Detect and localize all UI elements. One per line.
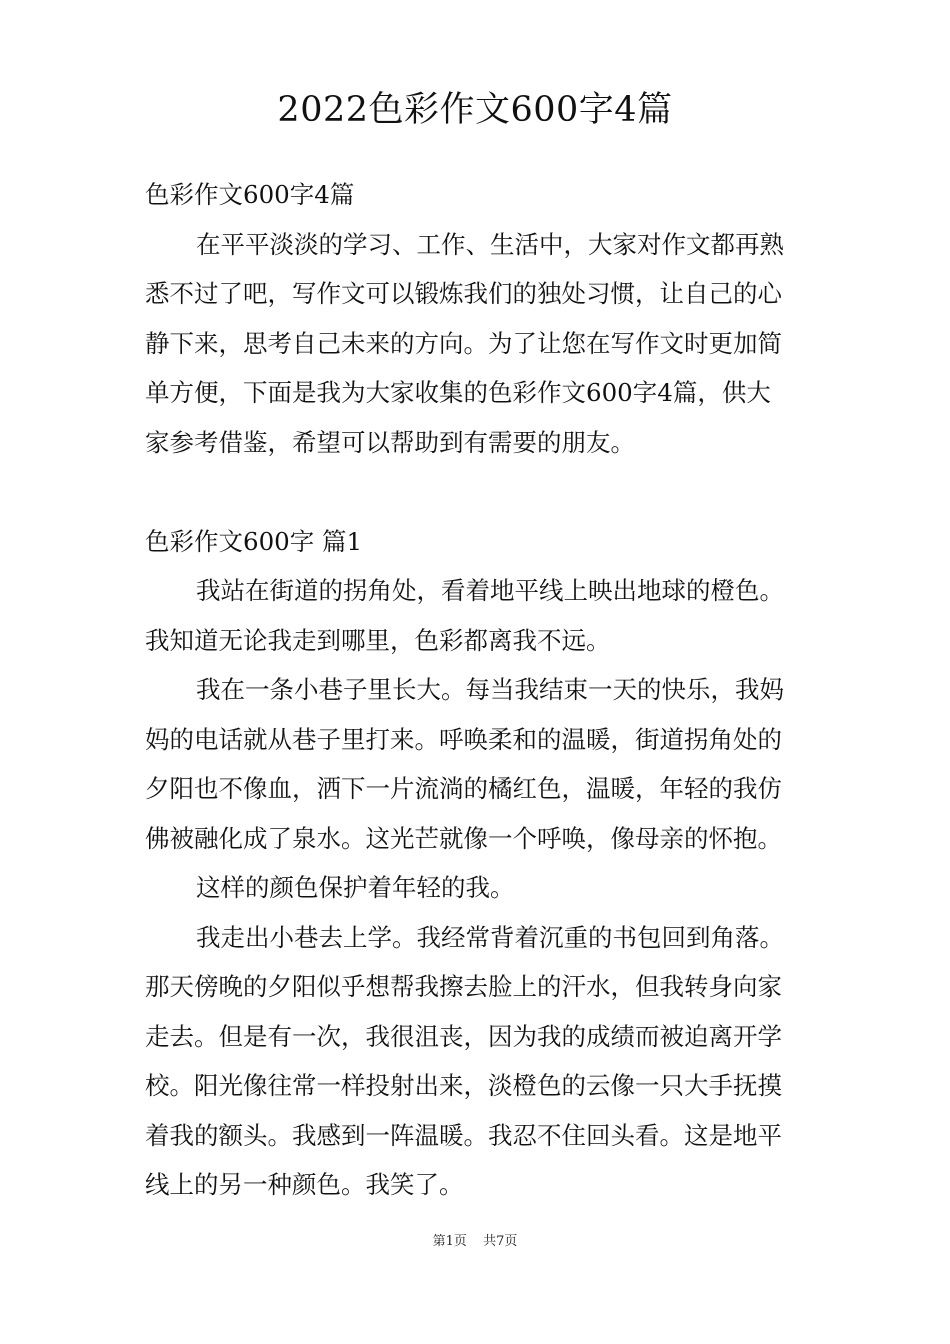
paragraph-1 xyxy=(145,566,811,665)
document-body xyxy=(145,170,811,1210)
page-number-total: 共7页 xyxy=(483,1234,518,1249)
paragraph-2 xyxy=(145,665,811,863)
text-line: 我在一条小巷子里长大。每当我结束一天的快乐，我妈 xyxy=(196,675,784,704)
text-line: 线上的另一种颜色。我笑了。 xyxy=(145,1170,464,1199)
text-line: 着我的额头。我感到一阵温暖。我忍不住回头看。这是地平 xyxy=(145,1120,782,1150)
paragraph-4 xyxy=(145,913,811,1210)
text-line: 夕阳也不像血，洒下一片流淌的橘红色，温暖，年轻的我仿 xyxy=(145,774,782,803)
text-line: 我走出小巷去上学。我经常背着沉重的书包回到角落。 xyxy=(196,922,784,952)
text-line: 校。阳光像往常一样投射出来，淡橙色的云像一只大手抚摸 xyxy=(145,1071,782,1100)
text-line: 在平平淡淡的学习、工作、生活中，大家对作文都再熟 xyxy=(196,229,784,259)
text-line: 家参考借鉴，希望可以帮助到有需要的朋友。 xyxy=(145,427,635,457)
text-line: 这样的颜色保护着年轻的我。 xyxy=(196,873,515,902)
text-line: 我站在街道的拐角处，看着地平线上映出地球的橙色。 xyxy=(196,576,784,605)
page-footer xyxy=(0,1232,950,1252)
paragraph-3 xyxy=(145,863,811,913)
text-line: 静下来，思考自己未来的方向。为了让您在写作文时更加简 xyxy=(145,328,782,358)
section-heading: 色彩作文600字 篇1 xyxy=(145,526,363,556)
blank-line xyxy=(145,467,811,517)
text-line: 走去。但是有一次，我很沮丧，因为我的成绩而被迫离开学 xyxy=(145,1021,782,1051)
text-line: 妈的电话就从巷子里打来。呼唤柔和的温暖，街道拐角处的 xyxy=(145,724,782,754)
text-line: 我知道无论我走到哪里，色彩都离我不远。 xyxy=(145,625,611,655)
text-line: 悉不过了吧，写作文可以锻炼我们的独处习惯，让自己的心 xyxy=(145,279,782,308)
text-line: 那天傍晚的夕阳似乎想帮我擦去脸上的汗水，但我转身向家 xyxy=(145,972,782,1001)
text-line: 佛被融化成了泉水。这光芒就像一个呼唤，像母亲的怀抱。 xyxy=(145,823,782,853)
page-title: 2022色彩作文600字4篇 xyxy=(277,90,673,130)
text-line: 单方便，下面是我为大家收集的色彩作文600字4篇，供大 xyxy=(145,378,771,407)
intro-paragraph xyxy=(145,220,811,468)
page-number-current: 第1页 xyxy=(432,1234,467,1249)
document-subtitle: 色彩作文600字4篇 xyxy=(145,180,355,209)
